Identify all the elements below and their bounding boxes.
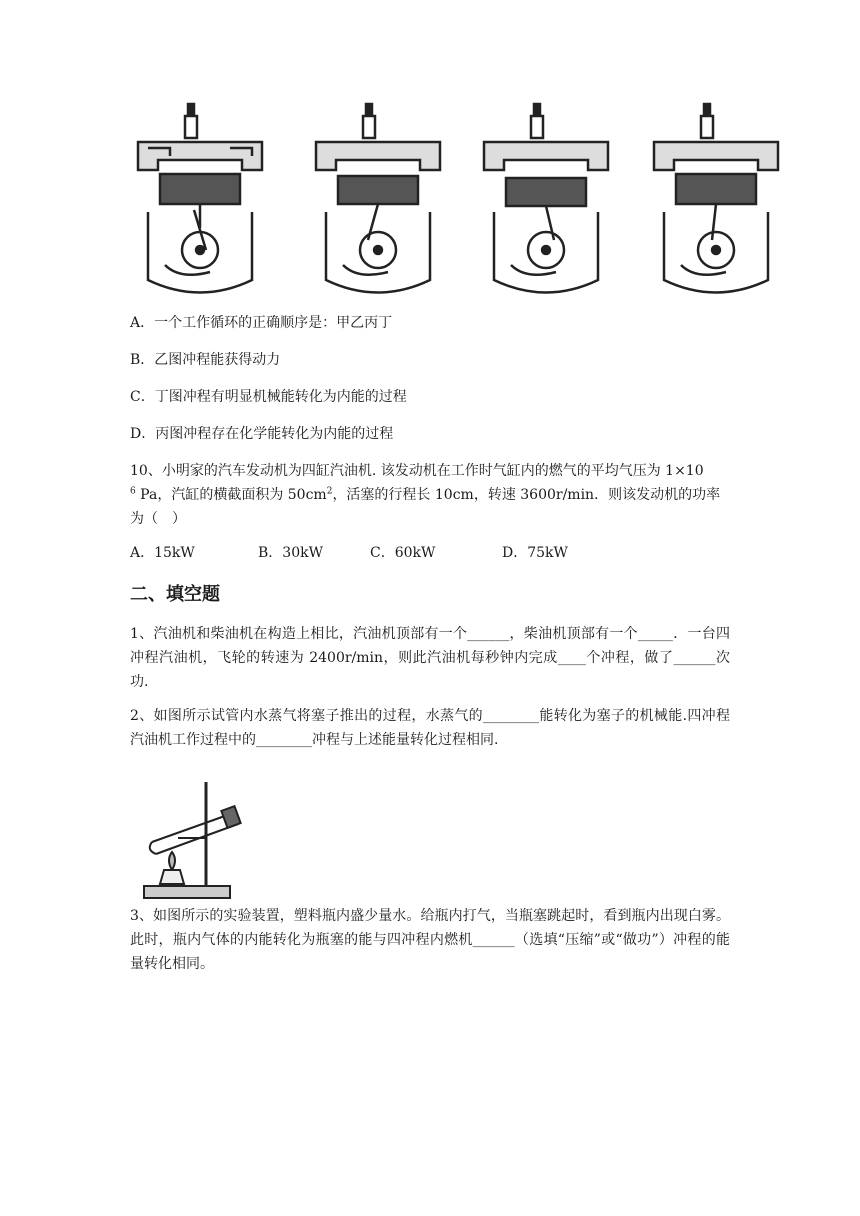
engine-strokes-figure	[130, 100, 760, 300]
q10-option-c: C．60kW	[370, 545, 436, 561]
q10-text-2a: Pa，汽缸的横截面积为 50cm	[135, 487, 327, 503]
engine-diagram-4	[646, 100, 786, 295]
q10-line-3: 为（ ）	[130, 511, 186, 527]
q9-option-a: A．一个工作循环的正确顺序是：甲乙丙丁	[130, 315, 393, 331]
q10-line-2	[130, 484, 720, 506]
section-title: 二、填空题	[130, 584, 220, 605]
fill-question-2: 2、如图所示试管内水蒸气将塞子推出的过程，水蒸气的________能转化为塞子的机械能.四冲程汽油机工作过程中的________冲程与上述能量转化过程相同.	[130, 708, 730, 748]
q10-text-2b: ，活塞的行程长 10cm，转速 3600r/min．则该发动机的功率	[332, 487, 721, 503]
engine-diagram-3	[476, 100, 616, 295]
q10-exponent: 6	[130, 486, 136, 497]
q10-option-a: A．15kW	[130, 545, 195, 561]
engine-diagram-2	[308, 100, 448, 295]
q10-option-b: B．30kW	[258, 545, 323, 561]
q9-option-d: D．丙图冲程存在化学能转化为内能的过程	[130, 426, 394, 442]
q10-option-d: D．75kW	[502, 545, 568, 561]
q9-option-c: C．丁图冲程有明显机械能转化为内能的过程	[130, 389, 407, 405]
q10-text-1: 10、小明家的汽车发动机为四缸汽油机. 该发动机在工作时气缸内的燃气的平均气压为 1×10	[130, 463, 704, 479]
q9-option-b: B．乙图冲程能获得动力	[130, 352, 281, 368]
fill-question-1: 1、汽油机和柴油机在构造上相比，汽油机顶部有一个______，柴油机顶部有一个_____．一台四冲程汽油机，飞轮的转速为 2400r/min，则此汽油机每秒钟内完成____个冲程，做了______次功.	[130, 626, 730, 690]
q10-area-exponent: 2	[326, 486, 333, 497]
engine-diagram-1	[130, 100, 270, 295]
q10-line-1	[130, 460, 704, 482]
test-tube-apparatus-figure	[138, 778, 246, 902]
fill-question-3: 3、如图所示的实验装置，塑料瓶内盛少量水。给瓶内打气，当瓶塞跳起时，看到瓶内出现白雾。此时，瓶内气体的内能转化为瓶塞的能与四冲程内燃机______（选填“压缩”或“做功”）冲程的能量转化相同。	[130, 908, 730, 972]
